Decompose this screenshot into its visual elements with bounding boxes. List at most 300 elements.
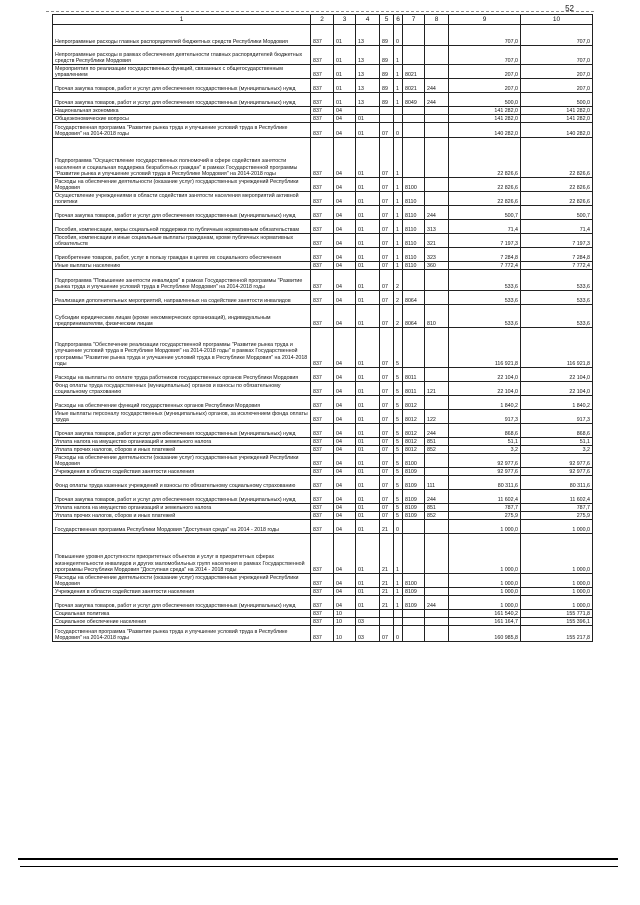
subsection-code: 01	[356, 520, 380, 534]
section-code: 04	[334, 115, 356, 123]
target-article-code: 8012	[403, 396, 425, 410]
subsection-code: 01	[356, 291, 380, 305]
table-row	[53, 262, 593, 270]
section-code: 04	[334, 596, 356, 610]
amount-2016: 22 104,0	[521, 382, 593, 396]
amount-2016: 868,6	[521, 424, 593, 438]
expense-type-code	[425, 46, 449, 65]
ministry-code: 837	[311, 596, 334, 610]
section-code: 10	[334, 618, 356, 626]
table-row	[53, 476, 593, 490]
subprogram-code: 0	[394, 25, 403, 46]
row-name: Государственная программа "Развитие рынка труда и улучшение условий труда в Республике Мордовия" на 2014-2018 годы	[53, 123, 311, 138]
table-row	[53, 234, 593, 248]
expense-type-code	[425, 626, 449, 642]
ministry-code: 837	[311, 206, 334, 220]
program-code	[380, 610, 394, 618]
subsection-code: 13	[356, 93, 380, 107]
row-name: Субсидии юридическим лицам (кроме некоммерческих организаций), индивидуальным предпринимателям, физическим лицам	[53, 305, 311, 328]
expense-type-code: 244	[425, 490, 449, 504]
subprogram-code: 5	[394, 446, 403, 454]
table-row	[53, 512, 593, 520]
expense-type-code	[425, 178, 449, 192]
section-code: 04	[334, 234, 356, 248]
subprogram-code	[394, 107, 403, 115]
table-row	[53, 596, 593, 610]
amount-2015: 92 977,6	[449, 454, 521, 468]
column-header-7: 7	[403, 15, 425, 25]
ministry-code: 837	[311, 438, 334, 446]
budget-table	[52, 14, 593, 642]
table-row	[53, 438, 593, 446]
target-article-code: 8100	[403, 574, 425, 588]
row-name: Учреждения в области содействия занятости населения	[53, 468, 311, 476]
section-code: 04	[334, 504, 356, 512]
amount-2016: 140 282,0	[521, 123, 593, 138]
amount-2016: 707,0	[521, 25, 593, 46]
subprogram-code: 5	[394, 438, 403, 446]
section-code: 04	[334, 123, 356, 138]
program-code: 07	[380, 248, 394, 262]
expense-type-code: 360	[425, 262, 449, 270]
target-article-code: 8110	[403, 262, 425, 270]
subprogram-code	[394, 610, 403, 618]
expense-type-code: 313	[425, 220, 449, 234]
target-article-code: 8109	[403, 504, 425, 512]
expense-type-code: 244	[425, 596, 449, 610]
amount-2015: 1 000,0	[449, 574, 521, 588]
target-article-code: 8110	[403, 248, 425, 262]
subprogram-code: 0	[394, 626, 403, 642]
program-code	[380, 107, 394, 115]
expense-type-code: 323	[425, 248, 449, 262]
section-code: 04	[334, 490, 356, 504]
table-row	[53, 490, 593, 504]
table-row	[53, 107, 593, 115]
section-code: 04	[334, 396, 356, 410]
amount-2015: 92 977,6	[449, 468, 521, 476]
amount-2016: 1 000,0	[521, 588, 593, 596]
program-code: 07	[380, 305, 394, 328]
expense-type-code	[425, 574, 449, 588]
section-code: 01	[334, 46, 356, 65]
ministry-code: 837	[311, 504, 334, 512]
bottom-rule-secondary	[20, 866, 618, 867]
amount-2015: 22 826,6	[449, 178, 521, 192]
row-name: Подпрограмма "Повышение занятости инвалидов" в рамках Государственной программы "Развитие рынка труда и улучшение условий труда в Республике Мордовия" на 2014-2018 годы	[53, 270, 311, 291]
section-code: 04	[334, 270, 356, 291]
expense-type-code	[425, 270, 449, 291]
section-code: 04	[334, 206, 356, 220]
program-code: 07	[380, 626, 394, 642]
section-code: 04	[334, 382, 356, 396]
row-name: Фонд оплаты труда государственных (муниципальных) органов и взносы по обязательному социальному страхованию	[53, 382, 311, 396]
amount-2016: 80 311,6	[521, 476, 593, 490]
subsection-code: 13	[356, 25, 380, 46]
row-name: Государственная программа "Развитие рынка труда и улучшение условий труда в Республике Мордовия" на 2014-2018 годы	[53, 626, 311, 642]
amount-2015: 116 921,8	[449, 328, 521, 368]
section-code: 04	[334, 468, 356, 476]
amount-2015: 11 602,4	[449, 490, 521, 504]
target-article-code	[403, 25, 425, 46]
ministry-code: 837	[311, 382, 334, 396]
amount-2015: 141 282,0	[449, 107, 521, 115]
column-header-3: 3	[334, 15, 356, 25]
target-article-code: 8109	[403, 490, 425, 504]
amount-2015: 868,6	[449, 424, 521, 438]
expense-type-code	[425, 618, 449, 626]
program-code: 07	[380, 512, 394, 520]
target-article-code: 8012	[403, 424, 425, 438]
subsection-code: 03	[356, 618, 380, 626]
ministry-code: 837	[311, 328, 334, 368]
program-code: 07	[380, 368, 394, 382]
program-code: 07	[380, 270, 394, 291]
target-article-code	[403, 610, 425, 618]
amount-2015: 22 826,6	[449, 138, 521, 178]
subsection-code: 03	[356, 626, 380, 642]
amount-2015: 7 197,3	[449, 234, 521, 248]
amount-2016: 1 000,0	[521, 534, 593, 574]
expense-type-code	[425, 328, 449, 368]
table-row	[53, 424, 593, 438]
subprogram-code: 5	[394, 512, 403, 520]
ministry-code: 837	[311, 305, 334, 328]
subsection-code: 01	[356, 262, 380, 270]
amount-2015: 917,3	[449, 410, 521, 424]
subprogram-code: 1	[394, 79, 403, 93]
target-article-code: 8064	[403, 305, 425, 328]
subsection-code: 01	[356, 588, 380, 596]
table-row	[53, 468, 593, 476]
row-name: Социальная политика	[53, 610, 311, 618]
section-code: 01	[334, 93, 356, 107]
table-row	[53, 446, 593, 454]
amount-2016: 71,4	[521, 220, 593, 234]
section-code: 04	[334, 424, 356, 438]
section-code: 04	[334, 291, 356, 305]
target-article-code	[403, 107, 425, 115]
row-name: Иные выплаты персоналу государственных (муниципальных) органов, за исключением фонда оплаты труда	[53, 410, 311, 424]
program-code: 07	[380, 328, 394, 368]
row-name: Прочая закупка товаров, работ и услуг для обеспечения государственных (муниципальных) нужд	[53, 490, 311, 504]
subprogram-code: 2	[394, 291, 403, 305]
row-name: Прочая закупка товаров, работ и услуг для обеспечения государственных (муниципальных) нужд	[53, 79, 311, 93]
amount-2015: 207,0	[449, 65, 521, 79]
subsection-code: 13	[356, 46, 380, 65]
program-code	[380, 115, 394, 123]
ministry-code: 837	[311, 424, 334, 438]
subsection-code: 01	[356, 490, 380, 504]
row-name: Расходы на обеспечение деятельности (оказание услуг) государственных учреждений Республики Мордовия	[53, 574, 311, 588]
program-code: 07	[380, 262, 394, 270]
target-article-code: 8109	[403, 476, 425, 490]
subprogram-code: 1	[394, 65, 403, 79]
ministry-code: 837	[311, 396, 334, 410]
subsection-code: 01	[356, 305, 380, 328]
expense-type-code: 851	[425, 504, 449, 512]
expense-type-code	[425, 454, 449, 468]
program-code: 07	[380, 504, 394, 512]
subprogram-code: 2	[394, 305, 403, 328]
subsection-code: 01	[356, 115, 380, 123]
amount-2016: 1 000,0	[521, 574, 593, 588]
subprogram-code: 5	[394, 382, 403, 396]
subprogram-code: 5	[394, 410, 403, 424]
program-code: 21	[380, 574, 394, 588]
row-name: Подпрограмма "Осуществление государственных полномочий в сфере содействия занятости населения и социальная поддержка безработных граждан" в рамках Государственной программы "Развитие рынка и улучшение условий труда в Республике Мордовия" на 2014-2018 годы	[53, 138, 311, 178]
target-article-code: 8049	[403, 93, 425, 107]
subprogram-code	[394, 618, 403, 626]
expense-type-code: 321	[425, 234, 449, 248]
target-article-code: 8100	[403, 178, 425, 192]
program-code: 89	[380, 25, 394, 46]
program-code: 07	[380, 178, 394, 192]
amount-2016: 22 826,6	[521, 178, 593, 192]
amount-2015: 22 104,0	[449, 382, 521, 396]
program-code: 07	[380, 382, 394, 396]
subprogram-code: 5	[394, 424, 403, 438]
amount-2016: 155 217,8	[521, 626, 593, 642]
subsection-code: 13	[356, 65, 380, 79]
row-name: Прочая закупка товаров, работ и услуг для обеспечения государственных (муниципальных) нужд	[53, 596, 311, 610]
expense-type-code: 244	[425, 79, 449, 93]
subsection-code	[356, 610, 380, 618]
ministry-code: 837	[311, 234, 334, 248]
amount-2016: 22 826,6	[521, 138, 593, 178]
subsection-code: 01	[356, 534, 380, 574]
subprogram-code: 1	[394, 138, 403, 178]
expense-type-code	[425, 520, 449, 534]
section-code: 04	[334, 512, 356, 520]
subprogram-code: 1	[394, 262, 403, 270]
subsection-code: 01	[356, 476, 380, 490]
row-name: Реализация дополнительных мероприятий, направленных на содействие занятости инвалидов	[53, 291, 311, 305]
ministry-code: 837	[311, 192, 334, 206]
subprogram-code: 1	[394, 588, 403, 596]
table-row	[53, 291, 593, 305]
amount-2015: 533,6	[449, 305, 521, 328]
amount-2015: 141 282,0	[449, 115, 521, 123]
target-article-code: 8021	[403, 65, 425, 79]
table-row	[53, 178, 593, 192]
subsection-code: 01	[356, 138, 380, 178]
row-name: Пособия, компенсации, меры социальной поддержки по публичным нормативным обязательствам	[53, 220, 311, 234]
column-header-6: 6	[394, 15, 403, 25]
amount-2015: 161 164,7	[449, 618, 521, 626]
ministry-code: 837	[311, 454, 334, 468]
subprogram-code: 5	[394, 328, 403, 368]
expense-type-code	[425, 588, 449, 596]
ministry-code: 837	[311, 262, 334, 270]
top-scan-line	[46, 11, 594, 12]
section-code: 10	[334, 610, 356, 618]
target-article-code: 8110	[403, 192, 425, 206]
program-code: 07	[380, 220, 394, 234]
column-header-row	[53, 15, 593, 25]
row-name: Осуществление учреждениями в области содействия занятости населения мероприятий активной политики	[53, 192, 311, 206]
subprogram-code: 1	[394, 192, 403, 206]
ministry-code: 837	[311, 490, 334, 504]
ministry-code: 837	[311, 512, 334, 520]
amount-2015: 533,6	[449, 270, 521, 291]
row-name: Уплата прочих налогов, сборов и иных платежей	[53, 512, 311, 520]
section-code: 04	[334, 588, 356, 596]
program-code: 07	[380, 476, 394, 490]
table-row	[53, 504, 593, 512]
amount-2015: 161 540,2	[449, 610, 521, 618]
ministry-code: 837	[311, 138, 334, 178]
table-row	[53, 610, 593, 618]
subsection-code: 01	[356, 382, 380, 396]
target-article-code: 8021	[403, 79, 425, 93]
row-name: Прочая закупка товаров, работ и услуг для обеспечения государственных (муниципальных) нужд	[53, 424, 311, 438]
amount-2015: 500,7	[449, 206, 521, 220]
subprogram-code: 1	[394, 46, 403, 65]
program-code	[380, 618, 394, 626]
amount-2015: 80 311,6	[449, 476, 521, 490]
target-article-code: 8012	[403, 410, 425, 424]
program-code: 89	[380, 93, 394, 107]
target-article-code: 8012	[403, 438, 425, 446]
ministry-code: 837	[311, 79, 334, 93]
table-row	[53, 574, 593, 588]
program-code: 07	[380, 410, 394, 424]
expense-type-code: 851	[425, 438, 449, 446]
ministry-code: 837	[311, 468, 334, 476]
subsection-code: 01	[356, 178, 380, 192]
subprogram-code: 5	[394, 454, 403, 468]
amount-2015: 22 826,6	[449, 192, 521, 206]
table-row	[53, 328, 593, 368]
subprogram-code: 0	[394, 123, 403, 138]
table-row	[53, 305, 593, 328]
row-name: Расходы на обеспечение деятельности (оказание услуг) государственных учреждений Республики Мордовия	[53, 178, 311, 192]
target-article-code	[403, 270, 425, 291]
amount-2016: 1 840,2	[521, 396, 593, 410]
expense-type-code	[425, 138, 449, 178]
expense-type-code: 244	[425, 93, 449, 107]
amount-2016: 787,7	[521, 504, 593, 512]
table-row	[53, 520, 593, 534]
amount-2015: 7 284,8	[449, 248, 521, 262]
amount-2016: 155 771,8	[521, 610, 593, 618]
target-article-code: 8011	[403, 382, 425, 396]
expense-type-code	[425, 368, 449, 382]
subsection-code: 01	[356, 123, 380, 138]
section-code: 01	[334, 25, 356, 46]
program-code: 07	[380, 206, 394, 220]
subprogram-code	[394, 115, 403, 123]
subprogram-code: 5	[394, 476, 403, 490]
target-article-code: 8109	[403, 512, 425, 520]
program-code: 07	[380, 438, 394, 446]
ministry-code: 837	[311, 446, 334, 454]
expense-type-code	[425, 25, 449, 46]
expense-type-code	[425, 468, 449, 476]
subsection-code: 01	[356, 248, 380, 262]
amount-2016: 917,3	[521, 410, 593, 424]
program-code: 07	[380, 424, 394, 438]
subprogram-code: 1	[394, 220, 403, 234]
target-article-code: 8109	[403, 468, 425, 476]
amount-2015: 1 840,2	[449, 396, 521, 410]
expense-type-code: 852	[425, 512, 449, 520]
target-article-code: 8100	[403, 454, 425, 468]
section-code: 04	[334, 220, 356, 234]
target-article-code	[403, 328, 425, 368]
subsection-code: 01	[356, 424, 380, 438]
amount-2016: 22 826,6	[521, 192, 593, 206]
program-code: 07	[380, 192, 394, 206]
section-code: 04	[334, 192, 356, 206]
section-code: 04	[334, 328, 356, 368]
amount-2015: 533,6	[449, 291, 521, 305]
target-article-code: 8110	[403, 220, 425, 234]
table-row	[53, 626, 593, 642]
page-number: 52	[565, 4, 574, 13]
ministry-code: 837	[311, 610, 334, 618]
amount-2016: 116 921,8	[521, 328, 593, 368]
subsection-code: 01	[356, 328, 380, 368]
target-article-code	[403, 138, 425, 178]
target-article-code	[403, 618, 425, 626]
subprogram-code: 5	[394, 504, 403, 512]
row-name: Уплата прочих налогов, сборов и иных платежей	[53, 446, 311, 454]
target-article-code	[403, 46, 425, 65]
amount-2015: 160 985,8	[449, 626, 521, 642]
target-article-code	[403, 520, 425, 534]
amount-2016: 7 284,8	[521, 248, 593, 262]
section-code: 01	[334, 65, 356, 79]
table-row	[53, 270, 593, 291]
subsection-code	[356, 107, 380, 115]
subsection-code: 01	[356, 574, 380, 588]
row-name: Повышение уровня доступности приоритетных объектов и услуг в приоритетных сферах жизнедеятельности инвалидов и других маломобильных групп населения в рамках Государственной программы Республики Мордовия "Доступная среда" на 2014 - 2018 годы	[53, 534, 311, 574]
amount-2015: 22 104,0	[449, 368, 521, 382]
amount-2016: 92 977,6	[521, 468, 593, 476]
subsection-code: 01	[356, 234, 380, 248]
subsection-code: 01	[356, 368, 380, 382]
target-article-code: 8109	[403, 596, 425, 610]
amount-2016: 533,6	[521, 270, 593, 291]
subsection-code: 01	[356, 596, 380, 610]
expense-type-code	[425, 115, 449, 123]
target-article-code	[403, 123, 425, 138]
amount-2016: 11 602,4	[521, 490, 593, 504]
amount-2016: 141 282,0	[521, 115, 593, 123]
expense-type-code: 810	[425, 305, 449, 328]
ministry-code: 837	[311, 115, 334, 123]
row-name: Учреждения в области содействия занятости населения	[53, 588, 311, 596]
amount-2015: 1 000,0	[449, 588, 521, 596]
program-code: 21	[380, 534, 394, 574]
column-header-2: 2	[311, 15, 334, 25]
amount-2015: 7 772,4	[449, 262, 521, 270]
row-name: Национальная экономика	[53, 107, 311, 115]
program-code: 07	[380, 234, 394, 248]
amount-2015: 275,9	[449, 512, 521, 520]
table-row	[53, 93, 593, 107]
program-code: 07	[380, 490, 394, 504]
amount-2016: 207,0	[521, 65, 593, 79]
table-row	[53, 220, 593, 234]
row-name: Прочая закупка товаров, работ и услуг для обеспечения государственных (муниципальных) нужд	[53, 206, 311, 220]
expense-type-code	[425, 610, 449, 618]
subprogram-code: 2	[394, 270, 403, 291]
program-code: 89	[380, 79, 394, 93]
amount-2015: 500,0	[449, 93, 521, 107]
